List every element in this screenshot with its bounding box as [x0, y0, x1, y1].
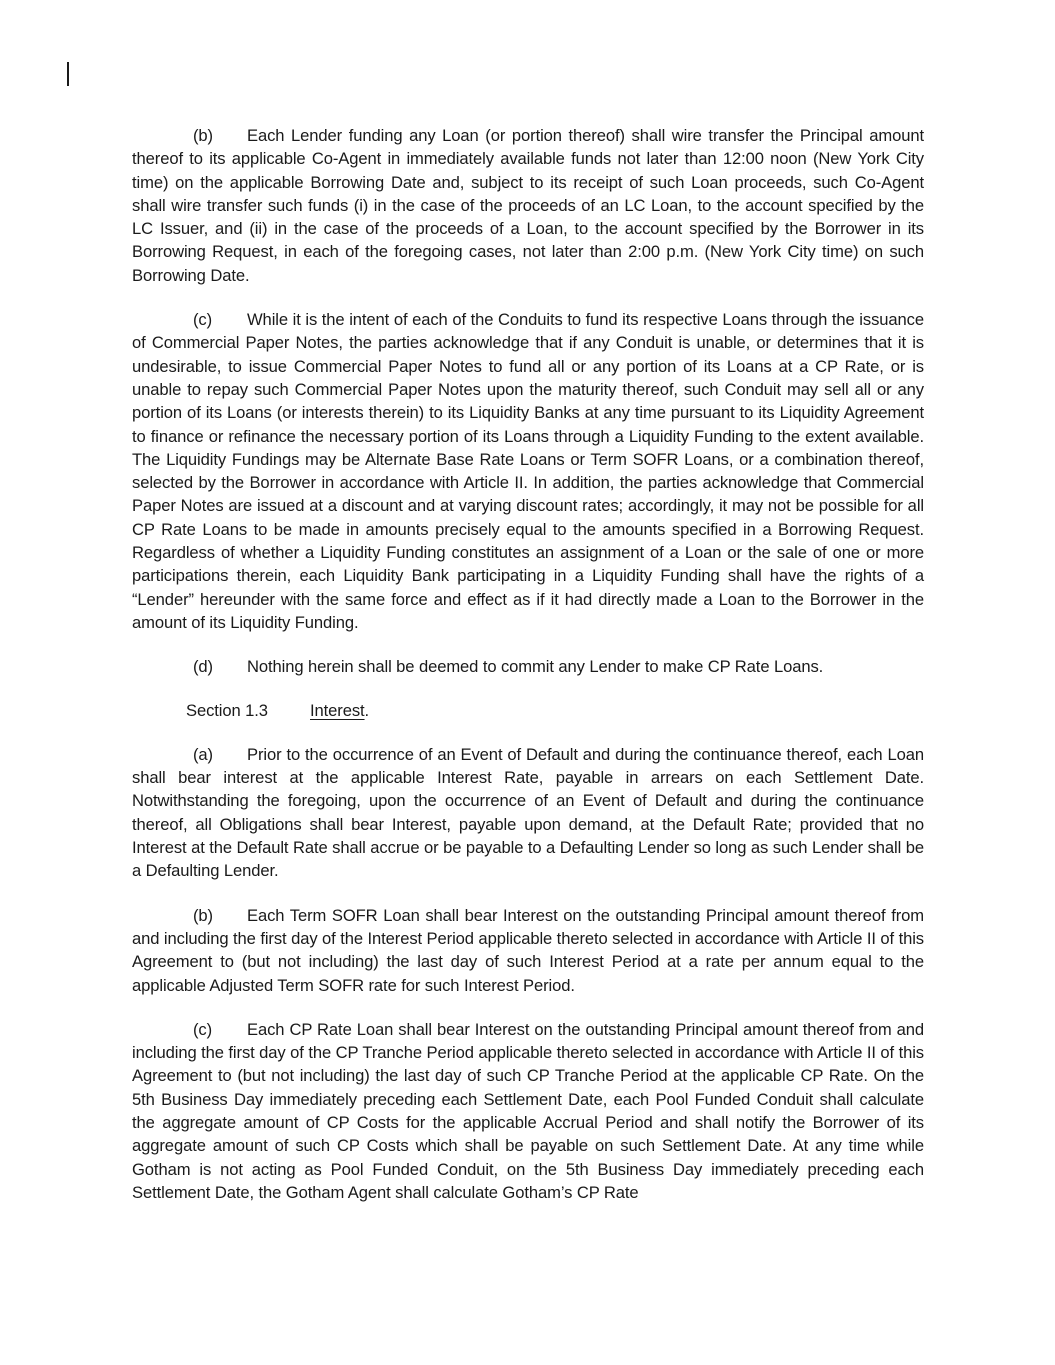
paragraph-label: (a) [193, 744, 213, 764]
paragraph-text: Each Term SOFR Loan shall bear Interest on the outstanding Principal amount thereof from and including the first day of the Interest Period applicable thereto selected in accordance with Article II of this Agreement to (but not including) the last day of such Interest Period at a rate per annum equal to the applicable Adjusted Term SOFR rate for such Interest Period. [132, 905, 924, 995]
paragraph-text: Each CP Rate Loan shall bear Interest on the outstanding Principal amount thereof from and including the first day of the CP Tranche Period applicable thereto selected in accordance with Article II of this Agreement to (but not including) the last day of such CP Tranche Period at the applicable CP Rate. On the 5th Business Day immediately preceding each Settlement Date, each Pool Funded Conduit shall calculate the aggregate amount of CP Costs for the applicable Accrual Period and shall notify the Borrower of its aggregate amount of such CP Costs which shall be payable on such Settlement Date. At any time while Gotham is not acting as Pool Funded Conduit, on the 5th Business Day immediately preceding each Settlement Date, the Gotham Agent shall calculate Gotham’s CP Rate [132, 1019, 924, 1202]
paragraph-c-cp-rate [132, 1018, 924, 1204]
paragraph-label: (b) [193, 905, 213, 925]
paragraph-text: Each Lender funding any Loan (or portion thereof) shall wire transfer the Principal amount thereof to its applicable Co-Agent in immediately available funds not later than 12:00 noon (New York City time) on the applicable Borrowing Date and, subject to its receipt of such Loan proceeds, such Co-Agent shall wire transfer such funds (i) in the case of the proceeds of an LC Loan, to the account specified by the LC Issuer, and (ii) in the case of the proceeds of a Loan, to the account specified by the Borrower in its Borrowing Request, in each of the foregoing cases, not later than 2:00 p.m. (New York City time) on such Borrowing Date. [132, 126, 924, 285]
paragraph-a-interest [132, 743, 924, 883]
section-title-suffix: . [364, 700, 370, 720]
paragraph-label: (d) [193, 657, 213, 677]
paragraph-text: Prior to the occurrence of an Event of Default and during the continuance thereof, each Loan shall bear interest at the applicable Interest Rate, payable in arrears on each Settlement Date. Notwithstanding the foregoing, upon the occurrence of an Event of Default and during the continuance thereof, all Obligations shall bear Interest, payable upon demand, at the Default Rate; provided that no Interest at the Default Rate shall accrue or be payable to a Defaulting Lender so long as such Lender shall be a Defaulting Lender. [132, 744, 924, 881]
paragraph-text: While it is the intent of each of the Conduits to fund its respective Loans through the issuance of Commercial Paper Notes, the parties acknowledge that if any Conduit is unable, or determines that it is undesirable, to issue Commercial Paper Notes to fund all or any portion of its Loans at a CP Rate, or is unable to repay such Commercial Paper Notes upon the maturity thereof, such Conduit may sell all or any portion of its Loans (or interests therein) to its Liquidity Banks at any time pursuant to its Liquidity Agreement to finance or refinance the necessary portion of its Loans through a Liquidity Funding to the extent available. The Liquidity Fundings may be Alternate Base Rate Loans or Term SOFR Loans, or a combination thereof, selected by the Borrower in accordance with Article II. In addition, the parties acknowledge that Commercial Paper Notes are issued at a discount and at varying discount rates; accordingly, it may not be possible for all CP Rate Loans to be made in amounts precisely equal to the amounts specified in a Borrowing Request. Regardless of whether a Liquidity Funding constitutes an assignment of a Loan or the sale of one or more participations therein, each Liquidity Bank participating in a Liquidity Funding shall have the rights of a “Lender” hereunder with the same force and effect as if it had directly made a Loan to the Borrower in the amount of its Liquidity Funding. [132, 310, 924, 632]
section-number: Section 1.3 [186, 700, 268, 720]
paragraph-d-no-commitment [132, 655, 924, 678]
document-body [132, 124, 924, 1204]
paragraph-label: (c) [193, 310, 213, 330]
paragraph-label: (b) [193, 126, 213, 145]
text-cursor [67, 62, 69, 86]
paragraph-b-term-sofr [132, 904, 924, 997]
paragraph-label: (c) [193, 1019, 213, 1039]
paragraph-text: Nothing herein shall be deemed to commit any Lender to make CP Rate Loans. [247, 657, 824, 677]
section-title: Interest [310, 700, 365, 720]
paragraph-b-funding [132, 124, 924, 287]
paragraph-c-liquidity [132, 308, 924, 634]
section-heading [132, 699, 924, 722]
